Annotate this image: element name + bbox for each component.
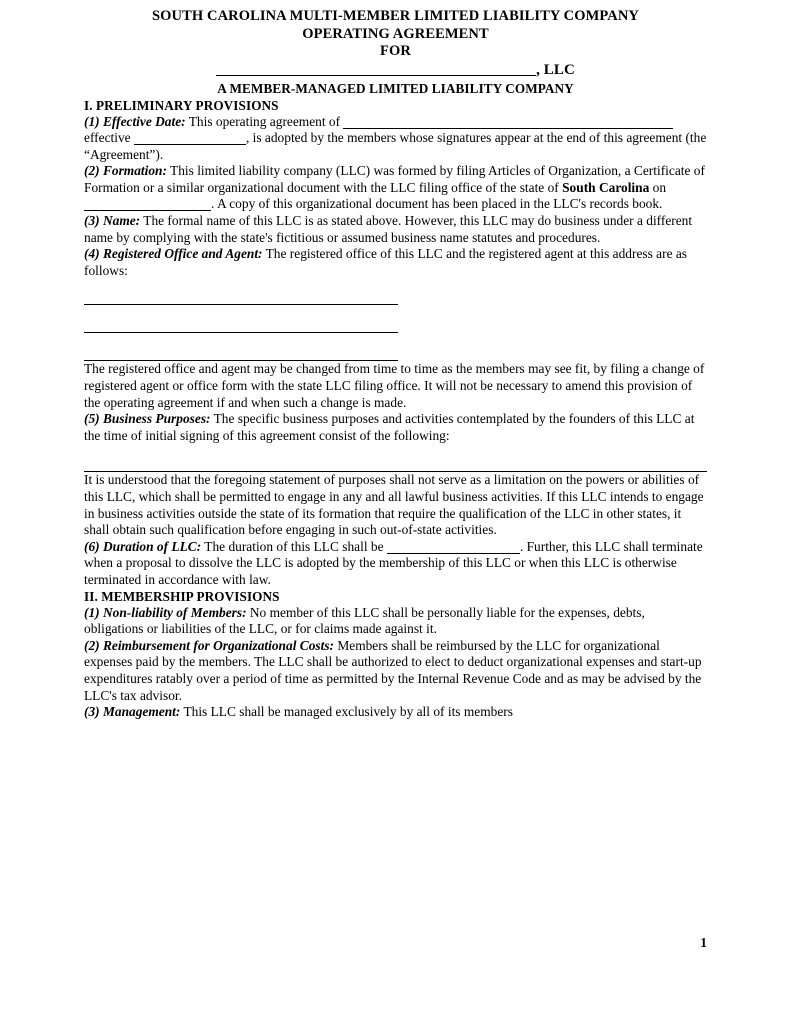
formation-date-blank[interactable] bbox=[84, 199, 211, 211]
formation-state: South Carolina bbox=[562, 179, 650, 195]
company-name-blank[interactable] bbox=[216, 75, 536, 76]
paragraph-lead-duration: (6) Duration of LLC: bbox=[84, 538, 202, 554]
formation-text-c: . A copy of this organizational document has been placed in the LLC's records book. bbox=[211, 196, 663, 212]
paragraph-lead-registered-office: (4) Registered Office and Agent: bbox=[84, 246, 263, 262]
paragraph-lead-reimbursement: (2) Reimbursement for Organizational Costs: bbox=[84, 637, 334, 653]
company-name-line bbox=[84, 62, 707, 80]
paragraph-effective-date bbox=[84, 114, 707, 164]
llc-suffix: , LLC bbox=[536, 61, 575, 78]
paragraph-lead-management: (3) Management: bbox=[84, 704, 181, 720]
paragraph-lead-name: (3) Name: bbox=[84, 213, 141, 229]
duration-blank[interactable] bbox=[387, 542, 520, 554]
formation-text-b: on bbox=[649, 179, 667, 195]
paragraph-registered-office-note: The registered office and agent may be changed from time to time as the members may see fit, by filing a change of registered agent or office form with the state LLC filing office. It will not be necessary to amend this provision of the operating agreement if and when such a change is made. bbox=[84, 361, 705, 410]
effective-date-blank[interactable] bbox=[134, 133, 246, 145]
paragraph-name bbox=[84, 213, 707, 246]
paragraph-lead-effective-date: (1) Effective Date: bbox=[84, 113, 186, 129]
name-text: The formal name of this LLC is as stated above. However, this LLC may do business under a different name by complying with the state's fictitious or assumed business name statutes and procedures. bbox=[84, 213, 693, 245]
paragraph-management bbox=[84, 704, 707, 721]
paragraph-lead-formation: (2) Formation: bbox=[84, 163, 167, 179]
reimbursement-text: Members shall be reimbursed by the LLC for organizational expenses paid by the members. The LLC shall be authorized to elect to deduct organizational expenses and start-up expenditures ratably over a period of time as permitted by the Internal Revenue Code and as may be advised by the LLC's tax advisor. bbox=[84, 637, 702, 703]
paragraph-formation bbox=[84, 163, 707, 213]
registered-office-text: The registered office of this LLC and the registered agent at this address are as follows: bbox=[84, 246, 688, 278]
paragraph-registered-office-agent bbox=[84, 246, 707, 279]
agreement-name-blank[interactable] bbox=[343, 117, 673, 129]
page-number: 1 bbox=[700, 935, 707, 950]
formation-text-a: This limited liability company (LLC) was formed by filing Articles of Organization, a Certificate of Formation or a similar organizational document with the LLC filing office of the state of bbox=[84, 163, 705, 195]
paragraph-lead-business-purposes: (5) Business Purposes: bbox=[84, 411, 211, 427]
effective-date-text-c: , is adopted by the members whose signatures appear at the end of this agreement (the “Agreement”). bbox=[84, 130, 707, 162]
paragraph-reimbursement bbox=[84, 638, 707, 704]
document-title-block bbox=[84, 8, 707, 98]
section-heading-membership-provisions: II. MEMBERSHIP PROVISIONS bbox=[84, 588, 280, 604]
effective-date-text-a: This operating agreement of bbox=[185, 113, 344, 129]
non-liability-text: No member of this LLC shall be personally liable for the expenses, debts, obligations or liabilities of the LLC, or for claims made against it. bbox=[84, 604, 645, 637]
registered-office-blank-line-1[interactable] bbox=[84, 304, 398, 305]
registered-office-blank-line-2[interactable] bbox=[84, 332, 398, 333]
title-line-2: OPERATING AGREEMENT bbox=[302, 25, 489, 42]
title-line-1: SOUTH CAROLINA MULTI-MEMBER LIMITED LIABILITY COMPANY bbox=[152, 8, 639, 24]
document-subtitle: A MEMBER-MANAGED LIMITED LIABILITY COMPANY bbox=[217, 81, 574, 96]
duration-text-b: . Further, this LLC shall terminate when a proposal to dissolve the LLC is adopted by the membership of this LLC or when this LLC is otherwise terminated in accordance with law. bbox=[84, 538, 703, 587]
paragraph-non-liability bbox=[84, 605, 707, 638]
paragraph-business-purposes bbox=[84, 411, 707, 444]
business-purposes-text: The specific business purposes and activities contemplated by the founders of this LLC at the time of initial signing of this agreement consist of the following: bbox=[84, 411, 695, 443]
paragraph-business-purposes-note: It is understood that the foregoing statement of purposes shall not serve as a limitation on the powers or abilities of this LLC, which shall be permitted to engage in any and all lawful business activities. If this LLC intends to engage in business activities outside the state of its formation that require the qualification of the LLC in other states, it shall obtain such qualification before engaging in such out-of-state activities. bbox=[84, 472, 704, 538]
management-text: This LLC shall be managed exclusively by all of its members bbox=[180, 704, 513, 720]
paragraph-lead-non-liability: (1) Non-liability of Members: bbox=[84, 604, 247, 620]
title-line-3: FOR bbox=[380, 43, 411, 59]
effective-date-text-b: effective bbox=[84, 130, 134, 146]
paragraph-duration bbox=[84, 539, 707, 589]
document-body bbox=[84, 8, 707, 721]
duration-text-a: The duration of this LLC shall be bbox=[201, 538, 387, 554]
section-heading-preliminary-provisions: I. PRELIMINARY PROVISIONS bbox=[84, 97, 279, 113]
